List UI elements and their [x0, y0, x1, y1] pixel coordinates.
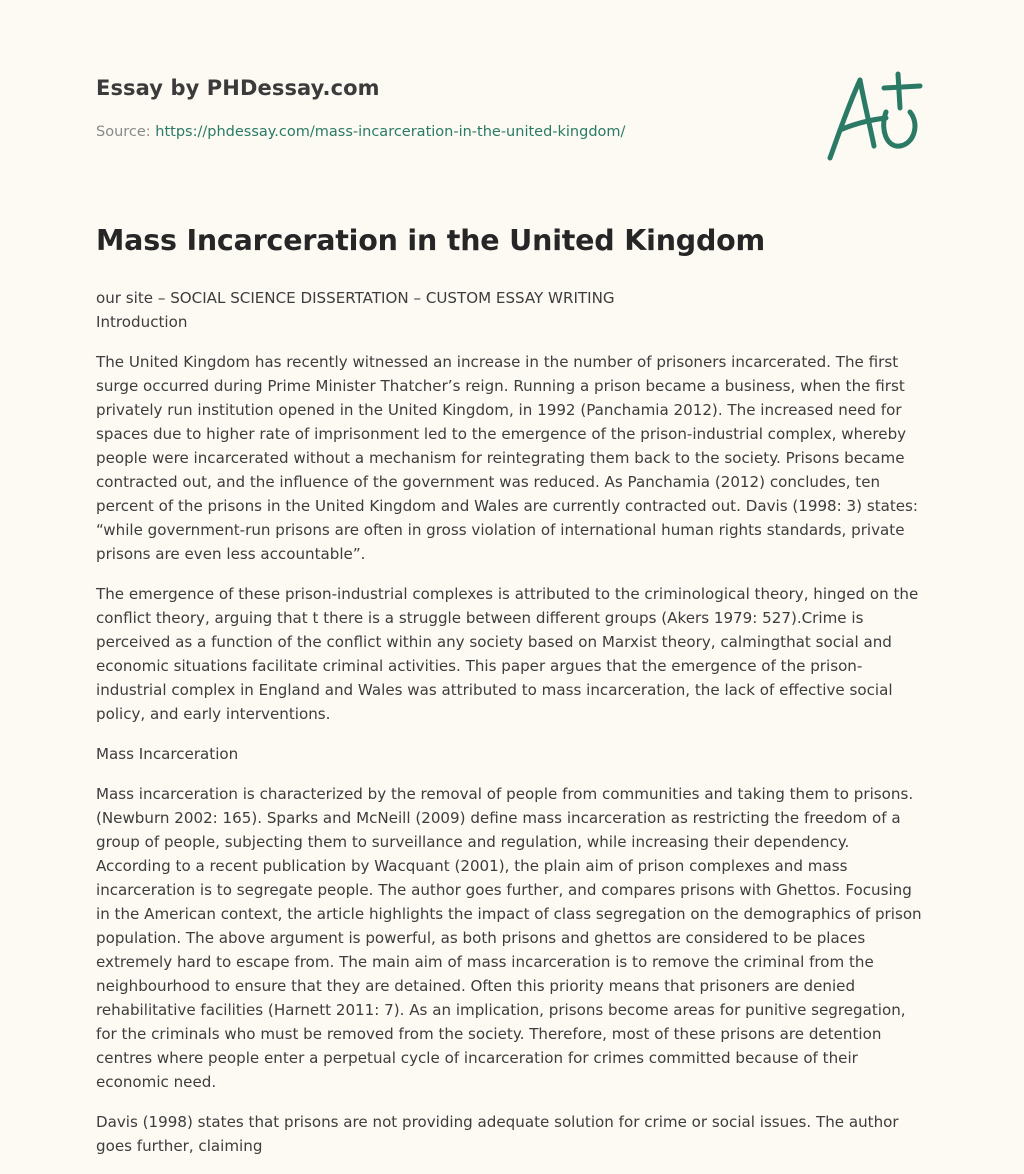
section-heading-mass-incarceration: Mass Incarceration — [96, 745, 239, 763]
paragraph: Davis (1998) states that prisons are not providing adequate solution for crime or social issues. The author goes further, claiming — [96, 1113, 899, 1155]
source-line — [96, 124, 625, 140]
source-link[interactable]: https://phdessay.com/mass-incarceration-in-the-united-kingdom/ — [155, 124, 626, 140]
paragraph: The United Kingdom has recently witnessed an increase in the number of prisoners incarcerated. The first surge occurred during Prime Minister Thatcher’s reign. Running a prison became a business, when the first privately run institution opened in the United Kingdom, in 1992 (Panchamia 2012). The increased need for spaces due to higher rate of imprisonment led to the emergence of the prison-industrial complex, whereby people were incarcerated without a mechanism for reintegrating them back to the society. Prisons became contracted out, and the influence of the government was reduced. As Panchamia (2012) concludes, ten percent of the prisons in the United Kingdom and Wales are currently contracted out. Davis (1998: 3) states: “while government-run prisons are often in gross violation of international human rights standards, private prisons are even less accountable”. — [96, 353, 919, 563]
paragraph: The emergence of these prison-industrial complexes is attributed to the criminological theory, hinged on the conflict theory, arguing that t there is a struggle between different groups (Akers 1979: 527).Crime is perceived as a function of the conflict within any society based on Marxist theory, calmingthat social and economic situations facilitate criminal activities. This paper argues that the emergence of the prison-industrial complex in England and Wales was attributed to mass incarceration, the lack of effective social policy, and early interventions. — [96, 585, 919, 723]
essay-body — [96, 286, 928, 1174]
essay-title: Mass Incarceration in the United Kingdom — [96, 224, 766, 257]
lead-line: our site – SOCIAL SCIENCE DISSERTATION – CUSTOM ESSAY WRITING — [96, 289, 615, 307]
a-plus-logo-icon — [820, 66, 930, 166]
source-label: Source: — [96, 124, 156, 140]
section-heading-introduction: Introduction — [96, 313, 188, 331]
paragraph: Mass incarceration is characterized by the removal of people from communities and taking them to prisons. (Newburn 2002: 165). Sparks and McNeill (2009) define mass incarceration as restricting the freedom of a group of people, subjecting them to surveillance and regulation, while increasing their dependency. According to a recent publication by Wacquant (2001), the plain aim of prison complexes and mass incarceration is to segregate people. The author goes further, and compares prisons with Ghettos. Focusing in the American context, the article highlights the impact of class segregation on the demographics of prison population. The above argument is powerful, as both prisons and ghettos are considered to be places extremely hard to escape from. The main aim of mass incarceration is to remove the criminal from the neighbourhood to ensure that they are detained. Often this priority means that prisoners are denied rehabilitative facilities (Harnett 2011: 7). As an implication, prisons become areas for punitive segregation, for the criminals who must be removed from the society. Therefore, most of these prisons are detention centres where people enter a perpetual cycle of incarceration for crimes committed because of their economic need. — [96, 785, 922, 1091]
lead-block — [96, 286, 928, 334]
site-brand: Essay by PHDessay.com — [96, 76, 380, 100]
